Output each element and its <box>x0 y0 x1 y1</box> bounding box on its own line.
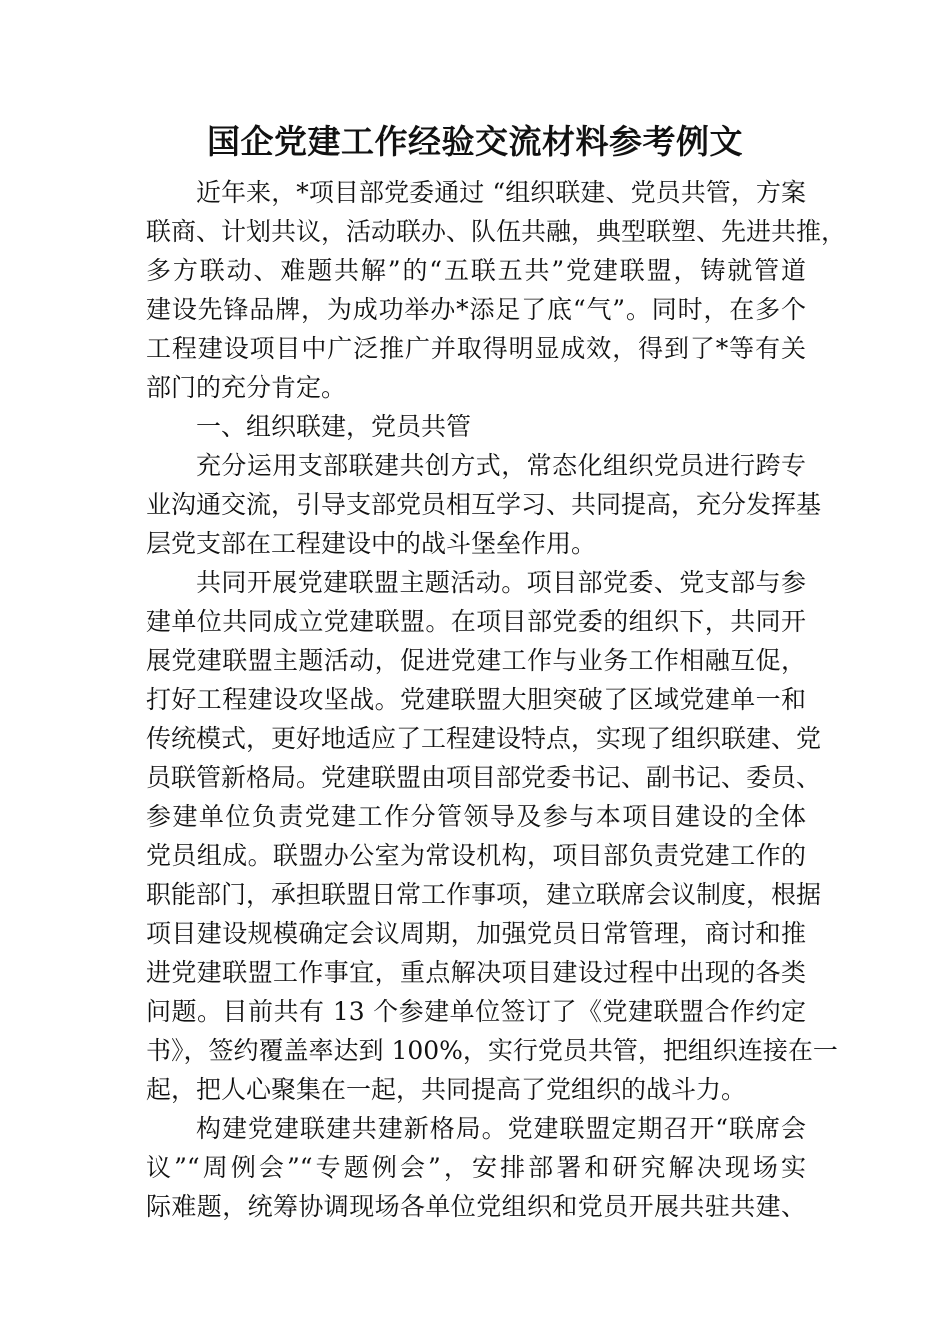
paragraph-line: 问题。目前共有 13 个参建单位签订了《党建联盟合作约定 <box>146 997 806 1026</box>
document-title: 国企党建工作经验交流材料参考例文 <box>207 122 743 161</box>
paragraph-line: 部门的充分肯定。 <box>146 373 347 402</box>
paragraph-line: 议”“周例会”“专题例会”，安排部署和研究解决现场实 <box>146 1153 806 1182</box>
paragraph-line: 层党支部在工程建设中的战斗堡垒作用。 <box>146 529 597 558</box>
paragraph-line: 参建单位负责党建工作分管领导及参与本项目建设的全体 <box>146 802 806 831</box>
paragraph-line: 建单位共同成立党建联盟。在项目部党委的组织下，共同开 <box>146 607 806 636</box>
paragraph-line: 打好工程建设攻坚战。党建联盟大胆突破了区域党建单一和 <box>146 685 806 714</box>
paragraph-line: 党员组成。联盟办公室为常设机构，项目部负责党建工作的 <box>146 841 806 870</box>
paragraph-line: 建设先锋品牌，为成功举办*添足了底“气”。同时，在多个 <box>146 295 806 324</box>
paragraph-line: 业沟通交流，引导支部党员相互学习、共同提高，充分发挥基 <box>146 490 822 519</box>
paragraph-line: 起，把人心聚集在一起，共同提高了党组织的战斗力。 <box>146 1075 747 1104</box>
paragraph-line: 多方联动、难题共解”的“五联五共”党建联盟，铸就管道 <box>146 256 806 285</box>
paragraph-line: 展党建联盟主题活动，促进党建工作与业务工作相融互促， <box>146 646 806 675</box>
paragraph-line: 构建党建联建共建新格局。党建联盟定期召开“联席会 <box>196 1114 806 1143</box>
paragraph-line: 共同开展党建联盟主题活动。项目部党委、党支部与参 <box>196 568 806 597</box>
paragraph-line: 进党建联盟工作事宜，重点解决项目建设过程中出现的各类 <box>146 958 806 987</box>
section-heading: 一、组织联建，党员共管 <box>196 412 472 441</box>
paragraph-line: 近年来，*项目部党委通过 “组织联建、党员共管，方案 <box>196 178 806 207</box>
paragraph-line: 书》，签约覆盖率达到 100%，实行党员共管，把组织连接在一 <box>146 1036 838 1065</box>
paragraph-line: 职能部门，承担联盟日常工作事项，建立联席会议制度，根据 <box>146 880 822 909</box>
paragraph-line: 项目建设规模确定会议周期，加强党员日常管理，商讨和推 <box>146 919 806 948</box>
paragraph-line: 工程建设项目中广泛推广并取得明显成效，得到了*等有关 <box>146 334 806 363</box>
paragraph-line: 联商、计划共议，活动联办、队伍共融，典型联塑、先进共推， <box>146 217 847 246</box>
paragraph-line: 传统模式，更好地适应了工程建设特点，实现了组织联建、党 <box>146 724 822 753</box>
paragraph-line: 充分运用支部联建共创方式，常态化组织党员进行跨专 <box>196 451 806 480</box>
paragraph-line: 员联管新格局。党建联盟由项目部党委书记、副书记、委员、 <box>146 763 822 792</box>
paragraph-line: 际难题，统筹协调现场各单位党组织和党员开展共驻共建、 <box>146 1192 806 1221</box>
